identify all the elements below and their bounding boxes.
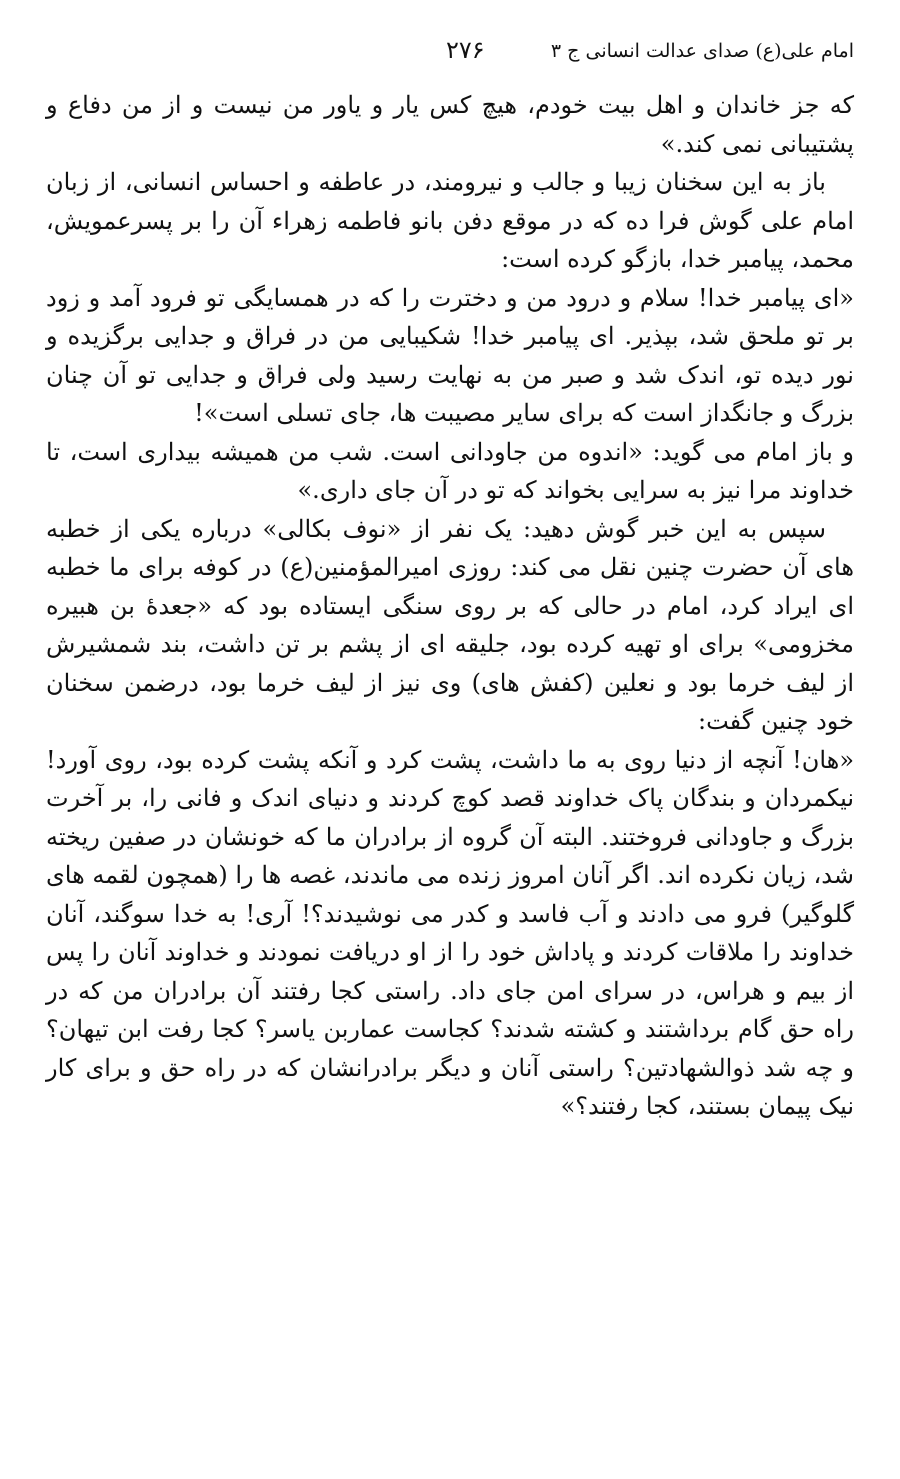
page-body: [46, 86, 854, 1126]
page-number: ۲۷۶: [446, 36, 485, 64]
paragraph-grief: و باز امام می گوید: «اندوه من جاودانی است. شب من همیشه بیداری است، تا خداوند مرا نیز به سرایی بخواند که تو در آن جای داری.»: [46, 437, 854, 504]
paragraph-sermon-quote: «هان! آنچه از دنیا روی به ما داشت، پشت کرد و آنکه پشت کرده بود، روی آورد! نیکمردان و بندگان پاک خداوند قصد کوچ کردند و دنیای اندک و فانی را، بر آخرت بزرگ و جاودانی فروختند. البته آن گروه از برادران ما که خونشان در صفین ریخته شد، زیان نکرده اند. اگر آنان امروز زنده می ماندند، غصه ها را (همچون لقمه های گلوگیر) فرو می دادند و آب فاسد و کدر می نوشیدند؟! آری! به خدا سوگند، آنان خداوند را ملاقات کردند و پاداش خود را از او دریافت نمودند و خداوند آنان را پس از بیم و هراس، در سرای امن جای داد. راستی کجا رفتند آن برادران من که در راه حق گام برداشتند و کشته شدند؟ کجاست عماربن یاسر؟ کجا رفت ابن تیهان؟ و چه شد ذوالشهادتین؟ راستی آنان و دیگر برادرانشان که در راه حق و برای کار نیک پیمان بستند، کجا رفتند؟»: [46, 745, 854, 1120]
running-head: امام علی(ع) صدای عدالت انسانی ج ۳: [550, 40, 854, 62]
page-header: [46, 36, 854, 76]
paragraph-continuation: که جز خاندان و اهل بیت خودم، هیچ کس یار و یاور من نیست و از من دفاع و پشتیبانی نمی کند.»: [46, 91, 854, 158]
paragraph-nawf-bakali: سپس به این خبر گوش دهید: یک نفر از «نوف بکالی» درباره یکی از خطبه های آن حضرت چنین نقل می کند: روزی امیرالمؤمنین(ع) در کوفه برای ما خطبه ای ایراد کرد، امام در حالی که بر روی سنگی ایستاده بود که «جعدهٔ بن هبیره مخزومی» برای او تهیه کرده بود، جلیقه ای از پشم بر تن داشت، بند شمشیرش از لیف خرما بود و نعلین (کفش های) وی نیز از لیف خرما بود، درضمن سخنان خود چنین گفت:: [46, 514, 854, 735]
paragraph-quote-prophet: «ای پیامبر خدا! سلام و درود من و دخترت را که در همسایگی تو فرود آمد و زود بر تو ملحق شد، بپذیر. ای پیامبر خدا! شکیبایی من در فراق و جدایی برگزیده و نور دیده تو، اندک شد و صبر من به نهایت رسید ولی فراق و جدایی تو آن چنان بزرگ و جانگداز است که برای سایر مصیبت ها، جای تسلی است»!: [46, 283, 854, 427]
paragraph-intro-fatima: باز به این سخنان زیبا و جالب و نیرومند، در عاطفه و احساس انسانی، از زبان امام علی گوش فرا ده که در موقع دفن بانو فاطمه زهراء آن را بر پسرعمویش، محمد، پیامبر خدا، بازگو کرده است:: [46, 168, 854, 273]
